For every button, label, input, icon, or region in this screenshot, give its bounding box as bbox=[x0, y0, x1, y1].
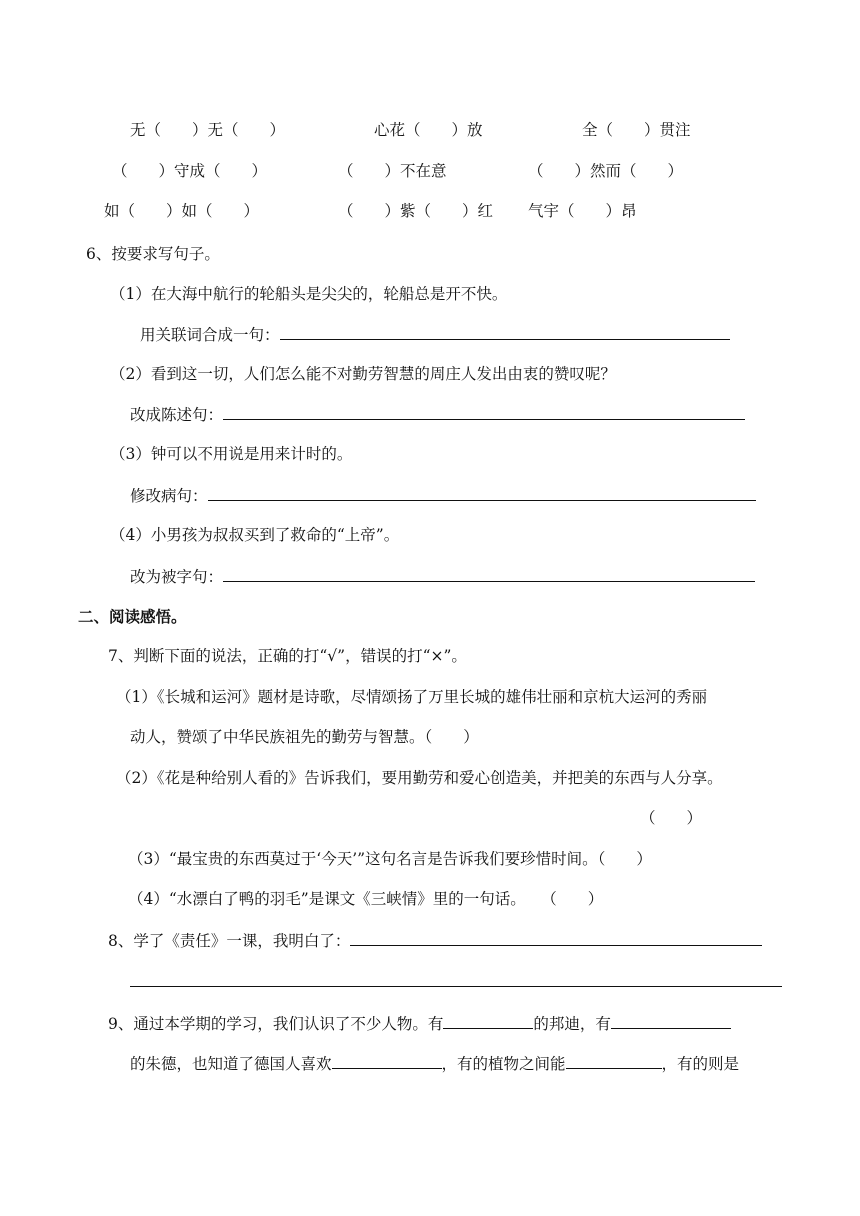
q6-item2-prompt: 改成陈述句： bbox=[130, 406, 224, 424]
q9-blank-3[interactable] bbox=[332, 1052, 442, 1069]
q9-line1 bbox=[108, 1012, 731, 1035]
q8-row-2 bbox=[130, 970, 782, 993]
q7-item4: （4）“水漂白了鸭的羽毛”是课文《三峡情》里的一句话。 （ ） bbox=[128, 890, 604, 908]
q9-text-4: ，有的植物之间能 bbox=[441, 1055, 566, 1073]
q6-item3-sentence: （3）钟可以不用说是用来计时的。 bbox=[110, 445, 353, 463]
idiom-3-1: 如（ ）如（ ） bbox=[104, 202, 260, 220]
q8-answer-blank-1[interactable] bbox=[350, 929, 762, 946]
q6-item2-sentence: （2）看到这一切，人们怎么能不对勤劳智慧的周庄人发出由衷的赞叹呢？ bbox=[110, 365, 616, 383]
q9-line2 bbox=[130, 1052, 739, 1075]
q6-item4-prompt: 改为被字句： bbox=[130, 568, 224, 586]
q9-text-1: 9、通过本学期的学习，我们认识了不少人物。有 bbox=[108, 1015, 444, 1033]
q8-title: 8、学了《责任》一课，我明白了： bbox=[108, 932, 351, 950]
q6-item1-answer-blank[interactable] bbox=[280, 323, 730, 340]
idiom-2-1: （ ）守成（ ） bbox=[112, 162, 268, 180]
q9-text-5: ，有的则是 bbox=[661, 1055, 740, 1073]
idiom-2-2: （ ）不在意 bbox=[338, 162, 447, 180]
idiom-3-2: （ ）紫（ ）红 bbox=[338, 202, 494, 220]
q7-item2-line1: （2）《花是种给别人看的》告诉我们，要用勤劳和爱心创造美，并把美的东西与人分享。 bbox=[116, 769, 723, 787]
q6-item1-answer-row bbox=[140, 323, 730, 346]
q6-item1-prompt: 用关联词合成一句： bbox=[140, 326, 280, 344]
idiom-2-3: （ ）然而（ ） bbox=[528, 162, 684, 180]
q6-item2-answer-row bbox=[130, 403, 745, 426]
q6-item4-answer-row bbox=[130, 565, 755, 588]
q6-item2-answer-blank[interactable] bbox=[223, 403, 745, 420]
q7-item3: （3）“最宝贵的东西莫过于‘今天’”这句名言是告诉我们要珍惜时间。（ ） bbox=[128, 850, 652, 868]
idiom-1-1: 无（ ）无（ ） bbox=[130, 121, 286, 139]
q9-text-2: 的邦迪，有 bbox=[533, 1015, 611, 1033]
q6-item1-sentence: （1）在大海中航行的轮船头是尖尖的，轮船总是开不快。 bbox=[110, 285, 508, 303]
idiom-1-3: 全（ ）贯注 bbox=[582, 121, 691, 139]
q6-item4-answer-blank[interactable] bbox=[223, 565, 755, 582]
idiom-1-2: 心花（ ）放 bbox=[374, 121, 483, 139]
q7-item1-line2: 动人，赞颂了中华民族祖先的勤劳与智慧。（ ） bbox=[130, 728, 479, 746]
q9-text-3: 的朱德，也知道了德国人喜欢 bbox=[130, 1055, 332, 1073]
q6-title: 6、按要求写句子。 bbox=[86, 245, 220, 263]
q8-row bbox=[108, 929, 762, 952]
q7-item2-line2: （ ） bbox=[640, 809, 703, 827]
q9-blank-4[interactable] bbox=[566, 1052, 662, 1069]
q6-item4-sentence: （4）小男孩为叔叔买到了救命的“上帝”。 bbox=[110, 526, 400, 544]
q9-blank-1[interactable] bbox=[443, 1012, 533, 1029]
idiom-3-3: 气宇（ ）昂 bbox=[528, 202, 637, 220]
q6-item3-prompt: 修改病句： bbox=[130, 487, 208, 505]
q6-item3-answer-blank[interactable] bbox=[208, 484, 756, 501]
q6-item3-answer-row bbox=[130, 484, 756, 507]
q8-answer-blank-2[interactable] bbox=[130, 970, 782, 987]
q9-blank-2[interactable] bbox=[611, 1012, 731, 1029]
section2-title: 二、阅读感悟。 bbox=[78, 607, 187, 626]
q7-title: 7、判断下面的说法，正确的打“√”，错误的打“×”。 bbox=[108, 647, 467, 665]
q7-item1-line1: （1）《长城和运河》题材是诗歌，尽情颂扬了万里长城的雄伟壮丽和京杭大运河的秀丽 bbox=[116, 688, 708, 706]
